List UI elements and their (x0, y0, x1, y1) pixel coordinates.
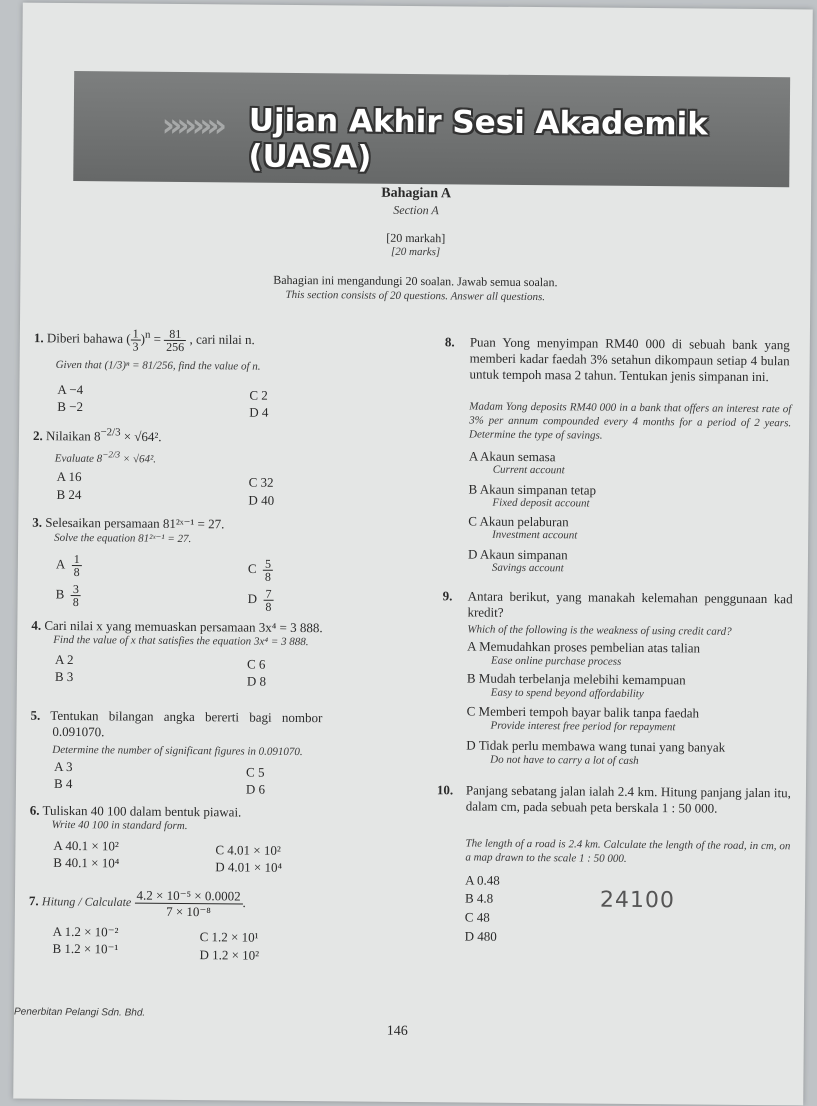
chevron-decoration-icon: »» (191, 106, 222, 145)
section-marks: [20 markah] (386, 230, 446, 246)
option-d[interactable]: D 8 (246, 673, 267, 689)
question-number: 7. (28, 893, 39, 909)
option-c[interactable]: C 32 (248, 474, 274, 490)
option-c-en: Investment account (492, 528, 578, 542)
worksheet-page (13, 3, 813, 1106)
option-a[interactable]: A −4 (57, 381, 84, 398)
question-text-en: Madam Yong deposits RM40 000 in a bank that offers an interest rate of 3% per annum compounded every 4 months for a period of 2 years. Determine the type of savings. (468, 400, 792, 442)
question-2: 2. Nilaikan $8^{-2/3} \times √64^2$. Evaluate $8^{-2/3} \times √64^2$. A 16 B 24 C 32 D 40 (32, 426, 275, 508)
question-text: 0.091070. (52, 723, 105, 740)
option-a[interactable]: A 16 (56, 468, 82, 485)
question-text: Hitung / Calculate (41, 894, 132, 910)
question-text: Diberi bahawa (46, 330, 124, 346)
question-number: 1. (33, 330, 44, 346)
option-letter: C (247, 561, 257, 577)
option-letter: B (55, 586, 65, 602)
question-number: 10. (436, 782, 454, 798)
exponent: n (144, 328, 151, 341)
question-text-en: Given that (55, 358, 102, 372)
fraction-numerator: 1 (132, 326, 139, 341)
option-a[interactable]: A 40.1 × 10² (53, 837, 119, 854)
question-number: 5. (30, 707, 41, 723)
option-c[interactable]: C 1.2 × 10¹ (199, 929, 259, 945)
option-d-en: Do not have to carry a lot of cash (490, 753, 639, 767)
section-title: Bahagian A (381, 185, 452, 202)
fraction-denominator: 8 (72, 595, 79, 610)
option-a[interactable]: A 0.48 (465, 872, 500, 888)
option-a-en: Current account (492, 463, 565, 477)
option-b[interactable]: B 24 (56, 486, 82, 503)
option-c[interactable]: C 5 (246, 764, 265, 780)
option-d[interactable]: D 4 (249, 404, 269, 420)
option-a[interactable]: A Akaun semasa (468, 448, 556, 465)
exam-title: Ujian Akhir Sesi Akademik (UASA) (248, 102, 709, 176)
option-d[interactable]: D 480 (464, 928, 497, 944)
question-text: Puan Yong menyimpan RM40 000 di sebuah bank yang memberi kadar faedah 3% setahun dikompaun setiap 4 bulan untuk tempoh masa 2 tahun. Tentukan jenis simpanan ini. (469, 334, 790, 385)
question-number: 4. (31, 617, 42, 633)
question-text: Antara berikut, yang manakah kelemahan penggunaan kad kredit? (467, 588, 793, 620)
option-a[interactable]: A 2 (55, 651, 74, 668)
option-b[interactable] (56, 583, 81, 608)
option-c[interactable]: C Akaun pelaburan (468, 513, 569, 530)
question-text: Panjang sebatang jalan ialah 2.4 km. Hitung panjang jalan itu, dalam cm, pada sebuah peta berskala 1 : 50 000. (465, 782, 791, 816)
option-d[interactable]: D 6 (245, 781, 266, 797)
question-text-en: The length of a road is 2.4 km. Calculate the length of the road, in cm, on a map drawn to the scale 1 : 50 000. (465, 837, 791, 865)
chevron-decoration-icon: »» (161, 105, 192, 145)
section-instruction-en: This section consists of 20 questions. Answer all questions. (285, 288, 546, 304)
option-b[interactable]: B 4.8 (464, 890, 494, 906)
question-text-en: Solve the equation 81²ˣ⁻¹ = 27. (54, 531, 192, 546)
fraction-numerator: 81 (164, 328, 186, 341)
option-c[interactable]: C 4.01 × 10² (215, 842, 281, 858)
option-d[interactable]: D Tidak perlu membawa wang tunai yang banyak (466, 737, 726, 755)
option-letter: A (55, 556, 66, 572)
exponent: −2/3 (100, 426, 121, 439)
fraction-numerator: 5 (265, 556, 272, 571)
option-a-en: Ease online purchase process (491, 654, 622, 668)
option-c[interactable] (248, 558, 273, 583)
option-b[interactable]: B 4 (53, 775, 73, 792)
question-1: 1. Diberi bahawa ( $\frac{1}{3}$ )$^n$ = $\frac{81}{256}$ , cari nilai n. Given that (1/3)ⁿ = 81/256, find the value of n. A −4 B −2 C 2 D 4 (33, 326, 269, 420)
question-text: Tuliskan 40 100 dalam bentuk piawai. (42, 802, 242, 820)
option-d[interactable]: D Akaun simpanan (467, 546, 568, 563)
question-text: Selesaikan persamaan 81²ˣ⁻¹ = 27. (45, 514, 225, 532)
title-banner (73, 71, 790, 187)
question-text-en: Determine the number of significant figures in 0.091070. (52, 743, 303, 759)
handwritten-note: 24100 (599, 887, 676, 914)
option-d[interactable]: D 4.01 × 10⁴ (215, 859, 283, 875)
section-marks-en: [20 marks] (390, 245, 441, 259)
question-text: Tentukan bilangan angka bererti bagi nombor (50, 707, 323, 726)
fraction-numerator: 7 (265, 586, 272, 601)
question-number: 2. (32, 428, 43, 444)
question-text: , cari nilai n. (189, 331, 255, 348)
question-text-en: , find the value of n. (172, 359, 261, 373)
option-a[interactable] (56, 553, 82, 578)
option-a[interactable]: A 3 (54, 758, 73, 775)
question-number: 6. (29, 802, 40, 818)
option-b[interactable]: B −2 (57, 398, 84, 415)
fraction-denominator: 8 (264, 569, 272, 584)
option-d[interactable]: D 40 (248, 492, 275, 508)
option-b-en: Easy to spend beyond affordability (490, 686, 644, 701)
option-c[interactable]: C 2 (249, 387, 268, 403)
option-b[interactable]: B Akaun simpanan tetap (468, 481, 597, 498)
option-b[interactable]: B 1.2 × 10⁻¹ (52, 940, 119, 957)
question-7: 7. Hitung / Calculate $\frac{\text{4.2 × 10⁻⁵ × 0.0002}}{\text{7 × 10⁻⁸}}$ . A 1.2 × 10⁻² B 1.2 × 10⁻¹ C 1.2 × 10¹ D 1.2 × 10² (28, 887, 260, 963)
question-text: Cari nilai x yang memuaskan persamaan 3x⁴ = 3 888. (44, 617, 323, 636)
option-c[interactable]: C Memberi tempoh bayar balik tanpa faedah (466, 703, 700, 721)
question-text-en: Write 40 100 in standard form. (51, 818, 188, 833)
question-text-en: Which of the following is the weakness of using credit card? (467, 623, 732, 638)
option-d[interactable]: D 1.2 × 10² (199, 947, 260, 963)
option-b[interactable]: B Mudah terbelanja melebihi kemampuan (466, 670, 686, 688)
question-text-en: Evaluate 8 (54, 452, 103, 465)
option-c-en: Provide interest free period for repayment (490, 719, 676, 734)
section-title-en: Section A (393, 202, 439, 218)
question-text: × √64². (123, 428, 162, 445)
page-number: 146 (386, 1023, 408, 1039)
question-number: 3. (32, 514, 43, 530)
option-b[interactable]: B 40.1 × 10⁴ (53, 854, 120, 871)
option-d-en: Savings account (491, 561, 564, 575)
question-number: 9. (442, 588, 453, 604)
question-number: 8. (444, 334, 455, 350)
publisher-credit: Penerbitan Pelangi Sdn. Bhd. (13, 1006, 146, 1019)
question-text-en: Find the value of x that satisfies the equation 3x⁴ = 3 888. (53, 633, 309, 649)
fraction-denominator: 256 (166, 339, 185, 354)
option-letter: D (247, 591, 258, 607)
section-instruction: Bahagian ini mengandungi 20 soalan. Jawab semua soalan. (273, 272, 558, 290)
option-c[interactable]: C 48 (464, 909, 490, 925)
fraction-denominator: 8 (265, 599, 272, 614)
option-b-en: Fixed deposit account (492, 496, 590, 510)
option-d[interactable] (247, 588, 273, 613)
question-text: Nilaikan 8 (45, 428, 101, 444)
fraction-denominator: 7 × 10⁻⁸ (166, 903, 211, 920)
fraction-numerator: 4.2 × 10⁻⁵ × 0.0002 (135, 888, 243, 905)
fraction-denominator: 3 (132, 339, 139, 354)
fraction-numerator: 3 (72, 582, 79, 597)
fraction-numerator: 1 (73, 552, 80, 567)
option-c[interactable]: C 6 (246, 656, 266, 672)
option-a[interactable]: A Memudahkan proses pembelian atas talian (467, 638, 701, 656)
option-b[interactable]: B 3 (54, 668, 74, 685)
option-a[interactable]: A 1.2 × 10⁻² (52, 923, 119, 940)
fraction-denominator: 8 (73, 565, 80, 580)
